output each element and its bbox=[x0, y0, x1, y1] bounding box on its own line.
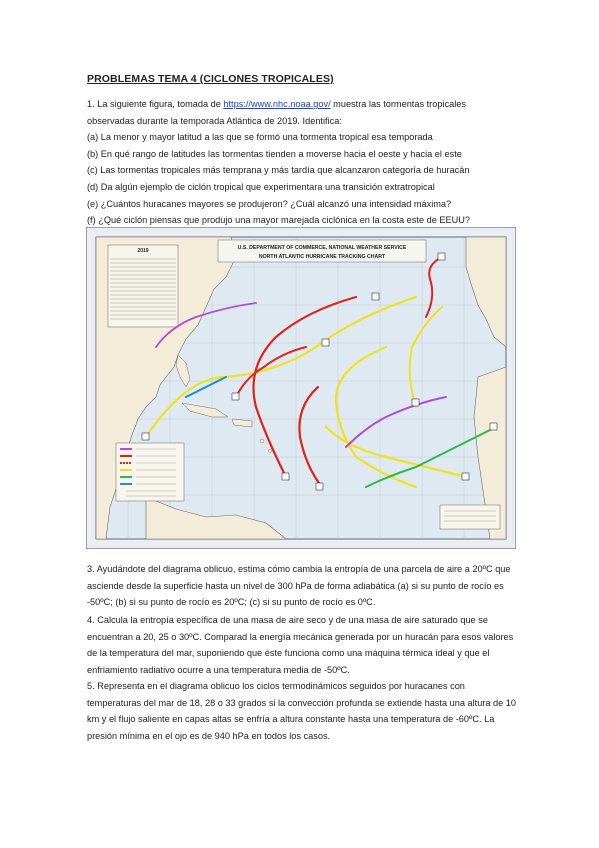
question-1-item-b: (b) En qué rango de latitudes las tormentas tienden a moverse hacia el oeste y hacia el este bbox=[87, 148, 462, 159]
question-1-item-f: (f) ¿Qué ciclón piensas que produjo una mayor marejada ciclónica en la costa este de EEUU? bbox=[87, 215, 471, 226]
question-4 bbox=[87, 612, 517, 678]
question-1-intro-text: 1. La siguiente figura, tomada de bbox=[87, 99, 224, 109]
nhc-link[interactable]: https://www.nhc.noaa.gov/ bbox=[223, 99, 331, 109]
question-3-text: 3. Ayudándote del diagrama oblicuo, estima cómo cambia la entropía de una parcela de aire a 20ºC que asciende desde la superficie hasta un nivel de 300 hPa de forma adiabática (a) si su punto de rocío es -50ºC; (b) si su punto de rocío es 20ºC; (c) si su punto de rocío es 0ºC. bbox=[87, 564, 511, 608]
question-3 bbox=[87, 561, 517, 611]
question-1-intro-text-after: muestra las tormentas tropicales bbox=[330, 99, 466, 109]
question-1-item-e: (e) ¿Cuántos huracanes mayores se produjeron? ¿Cuál alcanzó una intensidad máxima? bbox=[87, 198, 452, 209]
chart-header-line2: NORTH ATLANTIC HURRICANE TRACKING CHART bbox=[258, 254, 386, 260]
question-1-item-d: (d) Da algún ejemplo de ciclón tropical que experimentara una transición extratropical bbox=[87, 181, 435, 192]
chart-header-line1: U.S. DEPARTMENT OF COMMERCE, NATIONAL WEATHER SERVICE bbox=[237, 245, 407, 251]
question-1 bbox=[87, 96, 517, 229]
question-5 bbox=[87, 678, 517, 744]
question-5-text: 5. Representa en el diagrama oblicuo los ciclos termodinámicos seguidos por huracanes con temperaturas del mar de 18, 28 o 33 grados si la convección profunda se extiende hasta una altura de 10 km y el flujo saliente en capas altas se enfría a altura constante hasta una temperatura de -60ºC. La presión mínima en el ojo es de 940 hPa en todos los casos. bbox=[87, 681, 517, 741]
question-1-intro-line2: observadas durante la temporada Atlántica de 2019. Identifica: bbox=[87, 115, 342, 126]
hurricane-tracking-chart bbox=[86, 227, 516, 549]
question-1-item-a: (a) La menor y mayor latitud a las que se formó una tormenta tropical esa temporada bbox=[87, 132, 433, 143]
question-4-text: 4. Calcula la entropía específica de una masa de aire seco y de una masa de aire saturado que se encuentran a 20, 25 o 30ºC. Comparad la energía mecánica generada por un huracán para esos valores de la temperatura del mar, suponiendo que éste funciona como una máquina térmica ideal y que el enfriamiento radiativo ocurre a una temperatura media de -50ºC. bbox=[87, 615, 514, 675]
question-1-item-c: (c) Las tormentas tropicales más temprana y más tardía que alcanzaron categoría de huracán bbox=[87, 165, 470, 176]
chart-year: 2019 bbox=[137, 248, 149, 254]
question-1-intro bbox=[87, 96, 517, 113]
page-title: PROBLEMAS TEMA 4 (CICLONES TROPICALES) bbox=[87, 73, 334, 85]
